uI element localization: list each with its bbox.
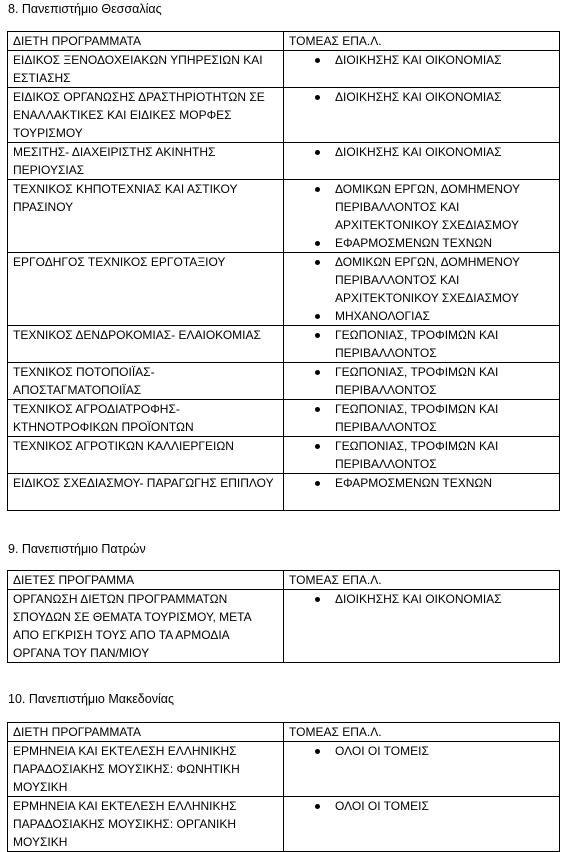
program-cell: ΕΙΔΙΚΟΣ ΣΧΕΔΙΑΣΜΟΥ- ΠΑΡΑΓΩΓΗΣ ΕΠΙΠΛΟΥ — [8, 474, 284, 511]
table-row — [8, 437, 560, 474]
sector-cell — [284, 437, 560, 474]
program-cell: ΕΡΜΗΝΕΙΑ ΚΑΙ ΕΚΤΕΛΕΣΗ ΕΛΛΗΝΙΚΗΣ ΠΑΡΑΔΟΣΙΑΚΗΣ ΜΟΥΣΙΚΗΣ: ΦΩΝΗΤΙΚΗ ΜΟΥΣΙΚΗ — [8, 742, 284, 797]
sector-item: ΟΛΟΙ ΟΙ ΤΟΜΕΙΣ — [289, 742, 555, 760]
sector-list — [289, 742, 555, 760]
program-cell: ΤΕΧΝΙΚΟΣ ΑΓΡΟΤΙΚΩΝ ΚΑΛΛΙΕΡΓΕΙΩΝ — [8, 437, 284, 474]
program-cell: ΤΕΧΝΙΚΟΣ ΔΕΝΔΡΟΚΟΜΙΑΣ- ΕΛΑΙΟΚΟΜΙΑΣ — [8, 326, 284, 363]
sector-cell — [284, 474, 560, 511]
bullet-icon — [315, 444, 320, 449]
program-cell: ΤΕΧΝΙΚΟΣ ΠΟΤΟΠΟΙΪΑΣ- ΑΠΟΣΤΑΓΜΑΤΟΠΟΙΪΑΣ — [8, 363, 284, 400]
table-row — [8, 326, 560, 363]
header-sector: ΤΟΜΕΑΣ ΕΠΑ.Λ. — [284, 723, 560, 742]
sector-cell — [284, 326, 560, 363]
bullet-icon — [315, 804, 320, 809]
sector-list — [289, 51, 555, 69]
header-programs: ΔΙΕΤΗ ΠΡΟΓΡΑΜΜΑΤΑ — [8, 32, 284, 51]
bullet-icon — [315, 749, 320, 754]
sector-list — [289, 143, 555, 161]
table-row — [8, 180, 560, 253]
sector-list — [289, 326, 555, 362]
sector-list — [289, 363, 555, 399]
sector-cell — [284, 400, 560, 437]
sector-item: ΔΟΜΙΚΩΝ ΕΡΓΩΝ, ΔΟΜΗΜΕΝΟΥ ΠΕΡΙΒΑΛΛΟΝΤΟΣ ΚΑΙ ΑΡΧΙΤΕΚΤΟΝΙΚΟΥ ΣΧΕΔΙΑΣΜΟΥ — [289, 253, 555, 307]
bullet-icon — [315, 333, 320, 338]
header-programs: ΔΙΕΤΕΣ ΠΡΟΓΡΑΜΜΑ — [8, 571, 284, 590]
sector-list — [289, 797, 555, 815]
bullet-icon — [315, 314, 320, 319]
sector-cell — [284, 143, 560, 180]
table-macedonia — [7, 722, 560, 852]
header-programs: ΔΙΕΤΗ ΠΡΟΓΡΑΜΜΑΤΑ — [8, 723, 284, 742]
table-row — [8, 253, 560, 326]
program-cell: ΤΕΧΝΙΚΟΣ ΚΗΠΟΤΕΧΝΙΑΣ ΚΑΙ ΑΣΤΙΚΟΥ ΠΡΑΣΙΝΟΥ — [8, 180, 284, 253]
sector-item: ΕΦΑΡΜΟΣΜΕΝΩΝ ΤΕΧΝΩΝ — [289, 234, 555, 252]
sector-cell — [284, 253, 560, 326]
header-sector: ΤΟΜΕΑΣ ΕΠΑ.Λ. — [284, 32, 560, 51]
table-patras — [7, 570, 560, 663]
bullet-icon — [315, 370, 320, 375]
sector-item: ΔΙΟΙΚΗΣΗΣ ΚΑΙ ΟΙΚΟΝΟΜΙΑΣ — [289, 590, 555, 608]
sector-cell — [284, 51, 560, 88]
sector-item: ΓΕΩΠΟΝΙΑΣ, ΤΡΟΦΙΜΩΝ ΚΑΙ ΠΕΡΙΒΑΛΛΟΝΤΟΣ — [289, 363, 555, 399]
bullet-icon — [315, 597, 320, 602]
bullet-icon — [315, 95, 320, 100]
program-cell: ΕΙΔΙΚΟΣ ΞΕΝΟΔΟΧΕΙΑΚΩΝ ΥΠΗΡΕΣΙΩΝ ΚΑΙ ΕΣΤΙΑΣΗΣ — [8, 51, 284, 88]
table-row — [8, 474, 560, 511]
sector-list — [289, 400, 555, 436]
sector-list — [289, 590, 555, 608]
table-row — [8, 742, 560, 797]
table-row — [8, 51, 560, 88]
bullet-icon — [315, 260, 320, 265]
sector-cell — [284, 180, 560, 253]
table-row — [8, 88, 560, 143]
sector-list — [289, 180, 555, 252]
program-cell: ΕΙΔΙΚΟΣ ΟΡΓΑΝΩΣΗΣ ΔΡΑΣΤΗΡΙΟΤΗΤΩΝ ΣΕ ΕΝΑΛΛΑΚΤΙΚΕΣ ΚΑΙ ΕΙΔΙΚΕΣ ΜΟΡΦΕΣ ΤΟΥΡΙΣΜΟΥ — [8, 88, 284, 143]
bullet-icon — [315, 241, 320, 246]
table-header-row — [8, 723, 560, 742]
section-title-patras: 9. Πανεπιστήμιο Πατρών — [8, 542, 146, 556]
sector-list — [289, 474, 555, 492]
sector-item: ΔΙΟΙΚΗΣΗΣ ΚΑΙ ΟΙΚΟΝΟΜΙΑΣ — [289, 51, 555, 69]
sector-item: ΓΕΩΠΟΝΙΑΣ, ΤΡΟΦΙΜΩΝ ΚΑΙ ΠΕΡΙΒΑΛΛΟΝΤΟΣ — [289, 437, 555, 473]
sector-item: ΓΕΩΠΟΝΙΑΣ, ΤΡΟΦΙΜΩΝ ΚΑΙ ΠΕΡΙΒΑΛΛΟΝΤΟΣ — [289, 400, 555, 436]
bullet-icon — [315, 150, 320, 155]
sector-cell — [284, 363, 560, 400]
sector-item: ΟΛΟΙ ΟΙ ΤΟΜΕΙΣ — [289, 797, 555, 815]
sector-item: ΔΙΟΙΚΗΣΗΣ ΚΑΙ ΟΙΚΟΝΟΜΙΑΣ — [289, 143, 555, 161]
header-sector: ΤΟΜΕΑΣ ΕΠΑ.Λ. — [284, 571, 560, 590]
sector-cell — [284, 797, 560, 852]
program-cell: ΟΡΓΑΝΩΣΗ ΔΙΕΤΩΝ ΠΡΟΓΡΑΜΜΑΤΩΝ ΣΠΟΥΔΩΝ ΣΕ ΘΕΜΑΤΑ ΤΟΥΡΙΣΜΟΥ, ΜΕΤΑ ΑΠΟ ΕΓΚΡΙΣΗ ΤΟΥΣ ΑΠΟ ΤΑ ΑΡΜΟΔΙΑ ΟΡΓΑΝΑ ΤΟΥ ΠΑΝ/ΜΙΟΥ — [8, 590, 284, 663]
sector-item: ΔΙΟΙΚΗΣΗΣ ΚΑΙ ΟΙΚΟΝΟΜΙΑΣ — [289, 88, 555, 106]
table-row — [8, 797, 560, 852]
section-title-thessaly: 8. Πανεπιστήμιο Θεσσαλίας — [8, 2, 162, 16]
program-cell: ΤΕΧΝΙΚΟΣ ΑΓΡΟΔΙΑΤΡΟΦΗΣ- ΚΤΗΝΟΤΡΟΦΙΚΩΝ ΠΡΟΪΟΝΤΩΝ — [8, 400, 284, 437]
sector-cell — [284, 742, 560, 797]
sector-cell — [284, 590, 560, 663]
sector-list — [289, 437, 555, 473]
table-thessaly — [7, 31, 560, 511]
program-cell: ΕΡΜΗΝΕΙΑ ΚΑΙ ΕΚΤΕΛΕΣΗ ΕΛΛΗΝΙΚΗΣ ΠΑΡΑΔΟΣΙΑΚΗΣ ΜΟΥΣΙΚΗΣ: ΟΡΓΑΝΙΚΗ ΜΟΥΣΙΚΗ — [8, 797, 284, 852]
sector-item: ΕΦΑΡΜΟΣΜΕΝΩΝ ΤΕΧΝΩΝ — [289, 474, 555, 492]
section-title-macedonia: 10. Πανεπιστήμιο Μακεδονίας — [8, 692, 174, 706]
sector-item: ΔΟΜΙΚΩΝ ΕΡΓΩΝ, ΔΟΜΗΜΕΝΟΥ ΠΕΡΙΒΑΛΛΟΝΤΟΣ ΚΑΙ ΑΡΧΙΤΕΚΤΟΝΙΚΟΥ ΣΧΕΔΙΑΣΜΟΥ — [289, 180, 555, 234]
sector-item: ΜΗΧΑΝΟΛΟΓΙΑΣ — [289, 307, 555, 325]
bullet-icon — [315, 481, 320, 486]
table-row — [8, 590, 560, 663]
sector-list — [289, 253, 555, 325]
bullet-icon — [315, 407, 320, 412]
table-header-row — [8, 571, 560, 590]
sector-cell — [284, 88, 560, 143]
program-cell: ΜΕΣΙΤΗΣ- ΔΙΑΧΕΙΡΙΣΤΗΣ ΑΚΙΝΗΤΗΣ ΠΕΡΙΟΥΣΙΑΣ — [8, 143, 284, 180]
bullet-icon — [315, 58, 320, 63]
table-row — [8, 143, 560, 180]
sector-item: ΓΕΩΠΟΝΙΑΣ, ΤΡΟΦΙΜΩΝ ΚΑΙ ΠΕΡΙΒΑΛΛΟΝΤΟΣ — [289, 326, 555, 362]
sector-list — [289, 88, 555, 106]
table-row — [8, 363, 560, 400]
program-cell: ΕΡΓΟΔΗΓΟΣ ΤΕΧΝΙΚΟΣ ΕΡΓΟΤΑΞΙΟΥ — [8, 253, 284, 326]
bullet-icon — [315, 187, 320, 192]
table-header-row — [8, 32, 560, 51]
table-row — [8, 400, 560, 437]
